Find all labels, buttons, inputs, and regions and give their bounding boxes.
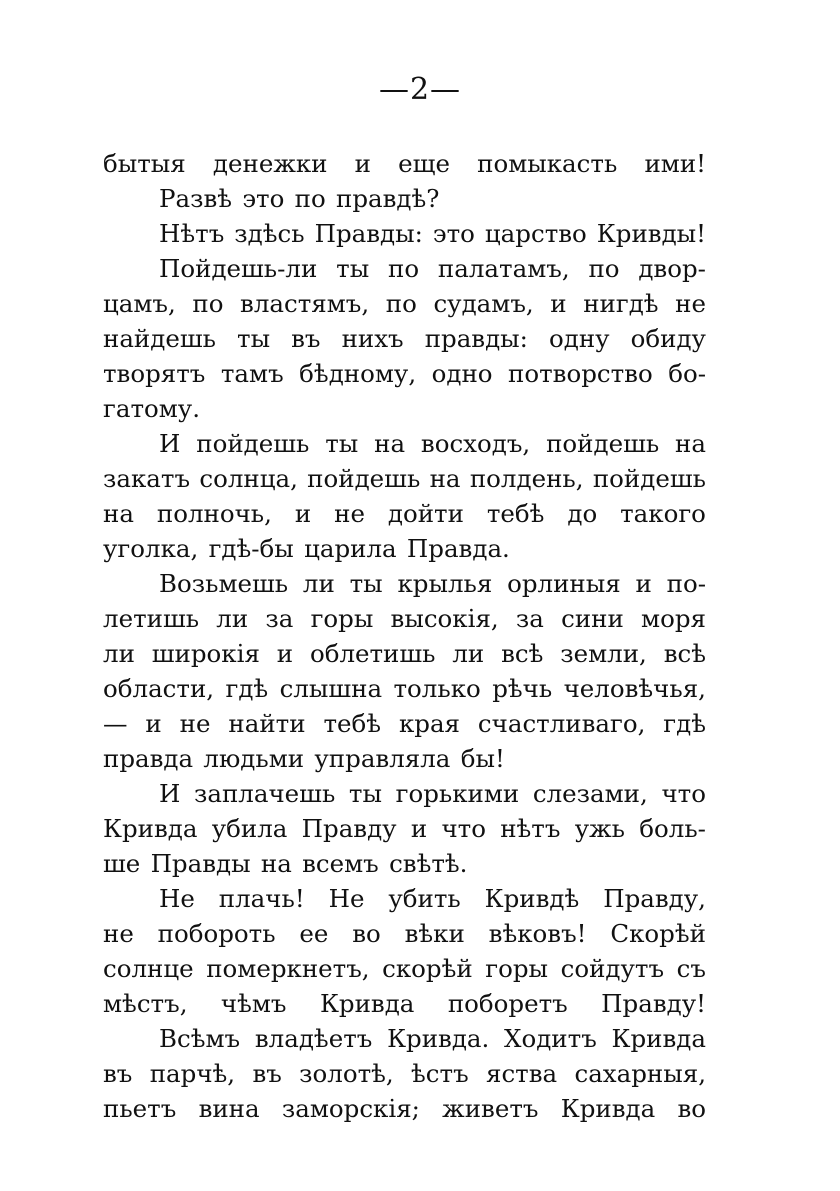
word: на — [260, 849, 292, 878]
word: высокія, — [390, 604, 499, 633]
word: убить — [388, 884, 461, 913]
word: съ — [676, 954, 706, 983]
word: яства — [486, 1059, 558, 1088]
word: и — [294, 499, 312, 528]
text-line — [103, 1021, 706, 1056]
text-line — [103, 881, 706, 916]
text-line — [103, 146, 706, 181]
word: здѣсь — [234, 219, 305, 248]
text-line — [103, 286, 706, 321]
word: властямъ, — [240, 289, 370, 318]
word: Кривды! — [596, 219, 706, 248]
word: дойти — [387, 499, 464, 528]
word: людьми — [203, 744, 305, 773]
text-line — [103, 461, 706, 496]
word: боль- — [639, 814, 706, 843]
word: по — [388, 254, 420, 283]
word: ѣстъ — [411, 1059, 469, 1088]
word: потворство — [508, 359, 653, 388]
word: бы! — [460, 744, 505, 773]
word: Возьмешь — [159, 569, 289, 598]
word: горы — [310, 604, 374, 633]
word: найти — [228, 709, 306, 738]
text-line — [103, 986, 706, 1021]
word: тебѣ — [323, 709, 382, 738]
word: помыкасть — [477, 149, 618, 178]
text-line — [103, 776, 706, 811]
word: царство — [484, 219, 587, 248]
word: по — [588, 254, 620, 283]
word: по — [294, 184, 326, 213]
word: управляла — [314, 744, 451, 773]
word: человѣчья, — [563, 674, 706, 703]
word: творятъ — [103, 359, 206, 388]
text-line — [103, 601, 706, 636]
word: двор- — [638, 254, 706, 283]
word: Правда. — [406, 534, 510, 563]
word: правдѣ? — [336, 184, 440, 213]
word: правда — [103, 744, 194, 773]
text-line — [103, 391, 706, 426]
word: И — [159, 429, 181, 458]
text-body — [103, 146, 706, 1126]
word: края — [398, 709, 461, 738]
word: и — [635, 569, 652, 598]
word: свѣтѣ. — [389, 849, 468, 878]
word: цамъ, — [103, 289, 176, 318]
word: правды: — [424, 324, 528, 353]
word: тебѣ — [486, 499, 545, 528]
word: моря — [641, 604, 706, 633]
word: восходъ, — [420, 429, 531, 458]
word: обиду — [630, 324, 706, 353]
word: всѣ — [663, 639, 706, 668]
word: и — [276, 639, 294, 668]
text-line — [103, 741, 706, 776]
word: въ — [291, 324, 321, 353]
word: за — [265, 604, 294, 633]
word: одну — [549, 324, 610, 353]
page-number: —2— — [378, 72, 462, 107]
word: судамъ, — [433, 289, 534, 318]
word: побороть — [157, 919, 276, 948]
word: ше — [103, 849, 141, 878]
word: на — [374, 429, 406, 458]
text-line — [103, 426, 706, 461]
word: это — [242, 184, 285, 213]
word: Кривда. — [387, 1024, 490, 1053]
word: бытыя — [103, 149, 186, 178]
word: не — [675, 289, 706, 318]
word: орлиныя — [507, 569, 621, 598]
word: летишь — [103, 604, 200, 633]
word: рѣчь — [492, 674, 553, 703]
word: широкія — [151, 639, 260, 668]
word: области, — [103, 674, 215, 703]
word: земли, — [560, 639, 647, 668]
word: Нѣтъ — [159, 219, 225, 248]
word: сини — [561, 604, 624, 633]
word: Правду! — [601, 989, 706, 1018]
word: найдешь — [103, 324, 216, 353]
word: нихъ — [341, 324, 404, 353]
word: солнце — [103, 954, 194, 983]
word: ты — [336, 254, 370, 283]
word: живетъ — [442, 1094, 539, 1123]
word: Правды: — [314, 219, 423, 248]
word: заплачешь — [194, 779, 336, 808]
word: полдень, — [469, 464, 584, 493]
word: крылья — [397, 569, 493, 598]
word: тамъ — [220, 359, 284, 388]
word: въ — [103, 1059, 133, 1088]
word: скорѣй — [382, 954, 473, 983]
word: Скорѣй — [610, 919, 706, 948]
word: въ — [252, 1059, 282, 1088]
word: нигдѣ — [583, 289, 659, 318]
word: Кривда — [103, 814, 198, 843]
text-line — [103, 846, 706, 881]
word: ли — [452, 639, 485, 668]
text-line — [103, 706, 706, 741]
word: сахарныя, — [574, 1059, 706, 1088]
word: слезами, — [532, 779, 648, 808]
word: и — [410, 814, 428, 843]
word: ее — [299, 919, 329, 948]
word: и — [145, 709, 162, 738]
word: пойдешь — [546, 429, 660, 458]
text-line — [103, 496, 706, 531]
text-line — [103, 356, 706, 391]
word: уголка, — [103, 534, 199, 563]
text-line — [103, 811, 706, 846]
word: всемъ — [302, 849, 379, 878]
word: вина — [198, 1094, 260, 1123]
word: это — [432, 219, 475, 248]
word: всѣ — [501, 639, 544, 668]
word: Кривда — [319, 989, 415, 1018]
word: и — [550, 289, 567, 318]
word: бѣдному, — [299, 359, 417, 388]
word: парчѣ, — [149, 1059, 236, 1088]
word: не — [179, 709, 211, 738]
word: не — [103, 919, 134, 948]
text-line — [103, 321, 706, 356]
text-line — [103, 916, 706, 951]
word: убила — [211, 814, 288, 843]
word: Не — [159, 884, 195, 913]
word: ли — [216, 604, 249, 633]
word: ты — [349, 569, 383, 598]
word: до — [567, 499, 598, 528]
word: вѣковъ! — [488, 919, 587, 948]
text-line — [103, 951, 706, 986]
word: заморскія; — [281, 1094, 420, 1123]
word: Не — [328, 884, 365, 913]
word: Правду — [301, 814, 397, 843]
text-line — [103, 671, 706, 706]
word: закатъ — [103, 464, 191, 493]
word: облетишь — [309, 639, 436, 668]
word: бо- — [668, 359, 706, 388]
word: денежки — [212, 149, 328, 178]
word: горы — [485, 954, 549, 983]
word: пойдешь — [307, 464, 421, 493]
text-line — [103, 251, 706, 286]
word: горькими — [395, 779, 520, 808]
text-line — [103, 566, 706, 601]
text-line — [103, 216, 706, 251]
text-line — [103, 181, 706, 216]
word: полночь, — [156, 499, 272, 528]
word: за — [515, 604, 544, 633]
word: ты — [237, 324, 271, 353]
word: гдѣ — [225, 674, 269, 703]
word: не — [334, 499, 365, 528]
word: Пойдешь-ли — [159, 254, 318, 283]
word: ими! — [644, 149, 706, 178]
word: мѣстъ, — [103, 989, 188, 1018]
word: во — [677, 1094, 706, 1123]
word: пойдешь — [592, 464, 706, 493]
word: что — [661, 779, 706, 808]
word: слышна — [279, 674, 383, 703]
word: ужь — [574, 814, 625, 843]
word: плачь! — [218, 884, 305, 913]
word: гатому. — [103, 394, 201, 423]
word: Кривда — [560, 1094, 656, 1123]
word: по — [385, 289, 417, 318]
word: Всѣмъ — [159, 1024, 241, 1053]
word: ли — [302, 569, 335, 598]
word: по — [192, 289, 224, 318]
word: померкнетъ, — [206, 954, 370, 983]
word: еще — [398, 149, 450, 178]
word: чѣмъ — [220, 989, 287, 1018]
word: нѣтъ — [500, 814, 561, 843]
word: пойдешь — [196, 429, 310, 458]
word: золотѣ, — [299, 1059, 394, 1088]
text-line — [103, 531, 706, 566]
word: ли — [103, 639, 135, 668]
word: вѣки — [404, 919, 465, 948]
word: царила — [304, 534, 397, 563]
word: Ходитъ — [504, 1024, 597, 1053]
word: Правды — [150, 849, 251, 878]
word: гдѣ-бы — [208, 534, 294, 563]
word: во — [352, 919, 381, 948]
word: ты — [348, 779, 382, 808]
word: и — [354, 149, 372, 178]
word: — — [103, 709, 128, 738]
word: Кривдѣ — [484, 884, 580, 913]
word: на — [429, 464, 461, 493]
word: по- — [666, 569, 706, 598]
word: сойдутъ — [560, 954, 665, 983]
text-line — [103, 1091, 706, 1126]
word: только — [393, 674, 481, 703]
word: пьетъ — [103, 1094, 177, 1123]
text-line — [103, 636, 706, 671]
word: на — [103, 499, 134, 528]
word: такого — [620, 499, 706, 528]
text-line — [103, 1056, 706, 1091]
word: Правду, — [603, 884, 706, 913]
word: на — [675, 429, 706, 458]
word: что — [441, 814, 486, 843]
word: поборетъ — [447, 989, 568, 1018]
word: солнца, — [199, 464, 298, 493]
word: ты — [325, 429, 359, 458]
word: Кривда — [611, 1024, 706, 1053]
word: одно — [431, 359, 493, 388]
word: палатамъ, — [437, 254, 570, 283]
word: Развѣ — [159, 184, 233, 213]
word: И — [159, 779, 181, 808]
word: счастливаго, — [477, 709, 646, 738]
word: владѣетъ — [254, 1024, 373, 1053]
word: гдѣ — [663, 709, 706, 738]
